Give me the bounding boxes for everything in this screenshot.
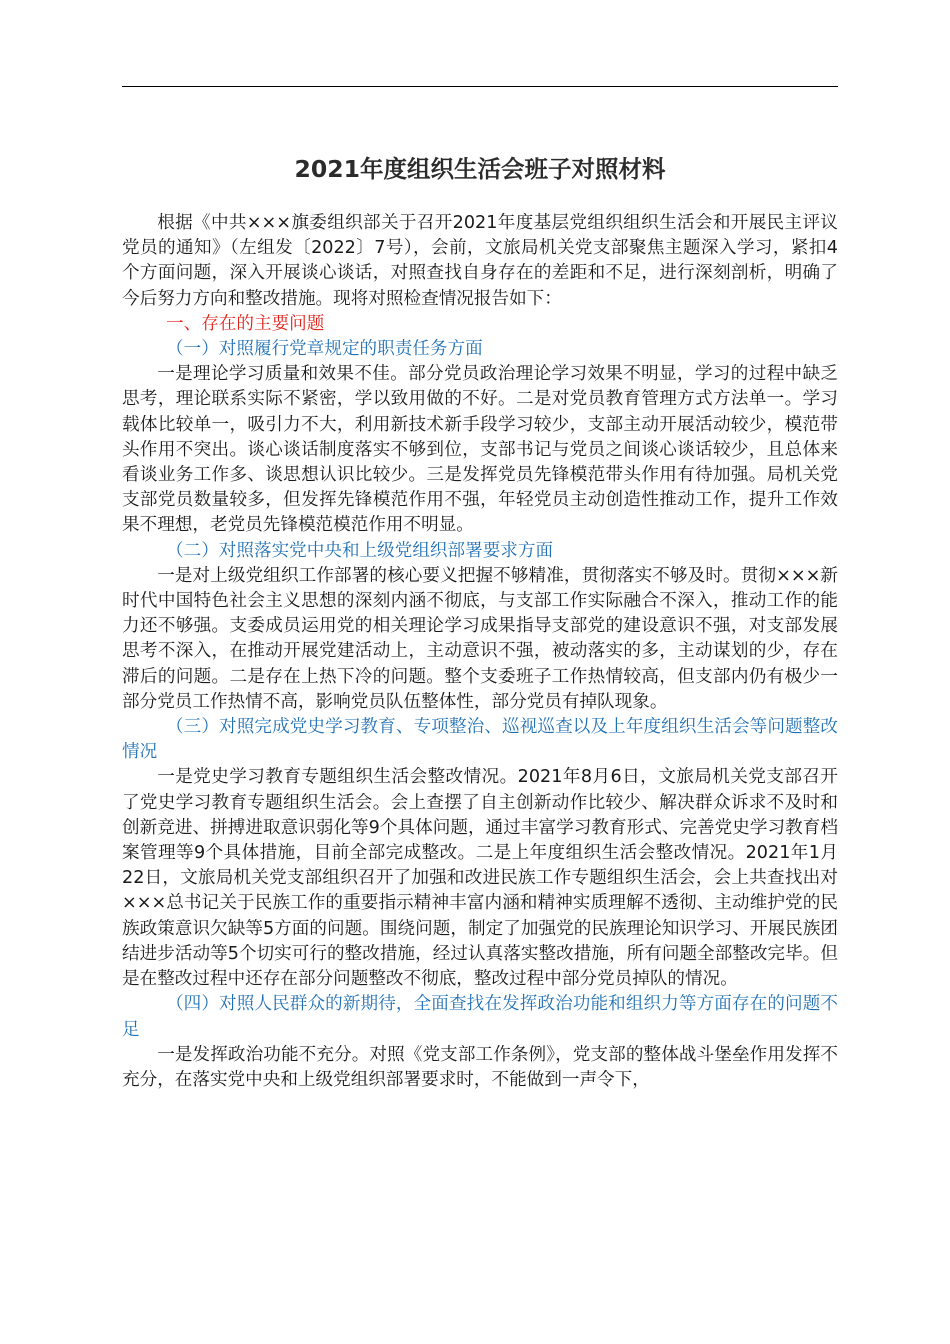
subsection-body-4: 一是发挥政治功能不充分。对照《党支部工作条例》，党支部的整体战斗堡垒作用发挥不充分，在落实党中央和上级党组织部署要求时，不能做到一声令下， — [122, 1044, 838, 1090]
subsection-heading-1: （一）对照履行党章规定的职责任务方面 — [166, 339, 483, 360]
document-title: 2021年度组织生活会班子对照材料 — [294, 155, 666, 183]
subsection-heading-2: （二）对照落实党中央和上级党组织部署要求方面 — [166, 540, 554, 561]
document-body — [122, 211, 838, 1093]
subsection-heading-4: （四）对照人民群众的新期待，全面查找在发挥政治功能和组织力等方面存在的问题不足 — [122, 994, 838, 1040]
subsection-body-2: 一是对上级党组织工作部署的核心要义把握不够精准，贯彻落实不够及时。贯彻×××新时代中国特色社会主义思想的深刻内涵不彻底，与支部工作实际融合不深入，推动工作的能力还不够强。支委成员运用党的相关理论学习成果指导支部党的建设意识不强，对支部发展思考不深入，在推动开展党建活动上，主动意识不强，被动落实的多，主动谋划的少，存在滞后的问题。二是存在上热下冷的问题。整个支委班子工作热情较高，但支部内仍有极少一部分党员工作热情不高，影响党员队伍整体性，部分党员有掉队现象。 — [122, 565, 838, 712]
header-rule — [122, 86, 838, 87]
section-heading-main-problems: 一、存在的主要问题 — [166, 313, 325, 334]
subsection-body-1: 一是理论学习质量和效果不佳。部分党员政治理论学习效果不明显，学习的过程中缺乏思考，理论联系实际不紧密，学以致用做的不好。二是对党员教育管理方式方法单一。学习载体比较单一，吸引力不大，利用新技术新手段学习较少，支部主动开展活动较少，模范带头作用不突出。谈心谈话制度落实不够到位，支部书记与党员之间谈心谈话较少，且总体来看谈业务工作多、谈思想认识比较少。三是发挥党员先锋模范带头作用有待加强。局机关党支部党员数量较多，但发挥先锋模范作用不强，年轻党员主动创造性推动工作，提升工作效果不理想，老党员先锋模范模范作用不明显。 — [122, 364, 838, 536]
subsection-body-3: 一是党史学习教育专题组织生活会整改情况。2021年8月6日，文旅局机关党支部召开了党史学习教育专题组织生活会。会上查摆了自主创新动作比较少、解决群众诉求不及时和创新竞进、拼搏进取意识弱化等9个具体问题，通过丰富学习教育形式、完善党史学习教育档案管理等9个具体措施，目前全部完成整改。二是上年度组织生活会整改情况。2021年1月22日，文旅局机关党支部组织召开了加强和改进民族工作专题组织生活会，会上共查找出对×××总书记关于民族工作的重要指示精神丰富内涵和精神实质理解不透彻、主动维护党的民族政策意识欠缺等5方面的问题。围绕问题，制定了加强党的民族理论知识学习、开展民族团结进步活动等5个切实可行的整改措施，经过认真落实整改措施，所有问题全部整改完毕。但是在整改过程中还存在部分问题整改不彻底，整改过程中部分党员掉队的情况。 — [122, 767, 838, 990]
subsection-heading-3: （三）对照完成党史学习教育、专项整治、巡视巡查以及上年度组织生活会等问题整改情况 — [122, 717, 838, 763]
intro-paragraph: 根据《中共×××旗委组织部关于召开2021年度基层党组织组织生活会和开展民主评议党员的通知》（左组发〔2022〕7号），会前，文旅局机关党支部聚焦主题深入学习，紧扣4个方面问题，深入开展谈心谈话，对照查找自身存在的差距和不足，进行深刻剖析，明确了今后努力方向和整改措施。现将对照检查情况报告如下： — [122, 213, 838, 309]
